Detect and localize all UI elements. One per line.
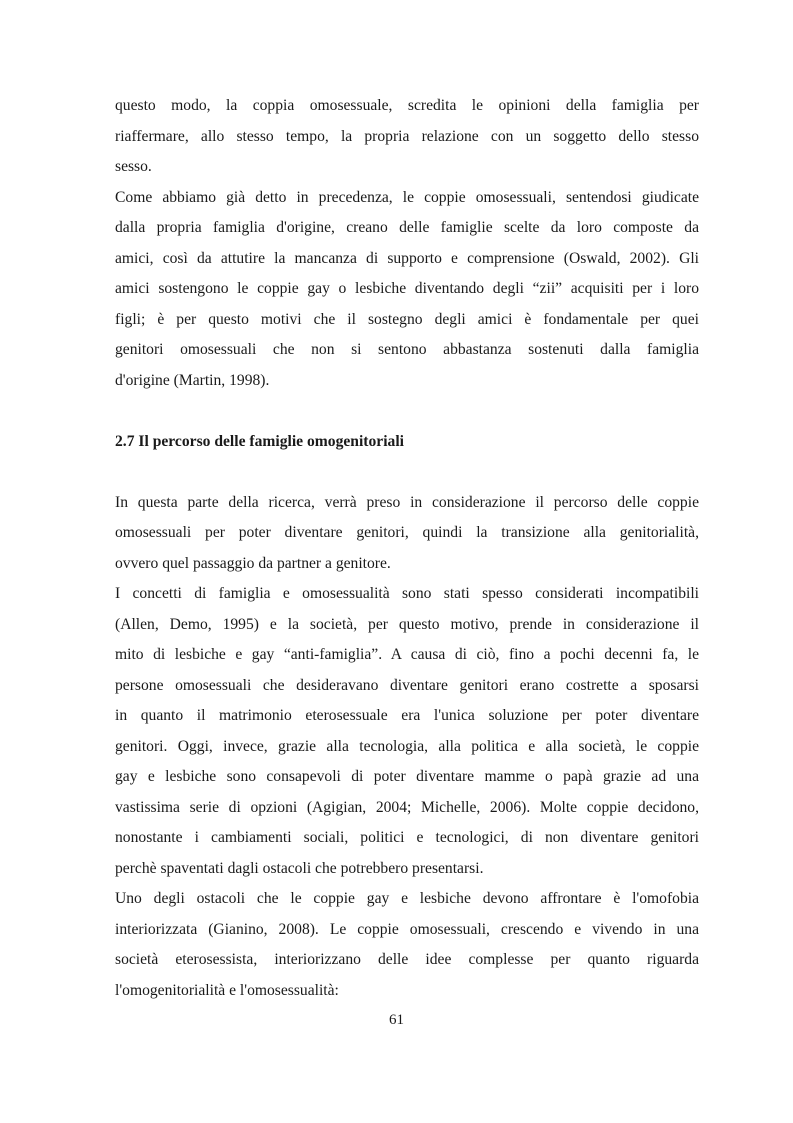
text-line: società eterosessista, interiorizzano delle idee complesse per quanto riguarda <box>115 951 699 968</box>
paragraph <box>115 488 699 580</box>
top-text <box>115 91 699 396</box>
text-line: omosessuali per poter diventare genitori, quindi la transizione alla genitorialità, <box>115 524 699 541</box>
paragraph <box>115 183 699 397</box>
text-line: riaffermare, allo stesso tempo, la propria relazione con un soggetto dello stesso <box>115 127 699 145</box>
text-line: interiorizzata (Gianino, 2008). Le coppie omosessuali, crescendo e vivendo in una <box>115 920 699 938</box>
text-line: d'origine (Martin, 1998). <box>115 371 270 389</box>
text-line: persone omosessuali che desideravano diventare genitori erano costrette a sposarsi <box>115 676 699 694</box>
paragraph <box>115 91 699 183</box>
text-line: mito di lesbiche e gay “anti-famiglia”. A causa di ciò, fino a pochi decenni fa, le <box>115 646 699 663</box>
page-number: 61 <box>389 1012 404 1028</box>
text-line: genitori. Oggi, invece, grazie alla tecnologia, alla politica e alla società, le coppie <box>115 737 699 755</box>
spacer <box>115 457 699 488</box>
text-line: I concetti di famiglia e omosessualità sono stati spesso considerati incompatibili <box>115 585 699 602</box>
section-heading: 2.7 Il percorso delle famiglie omogenitoriali <box>115 432 405 450</box>
text-line: (Allen, Demo, 1995) e la società, per questo motivo, prende in considerazione il <box>115 615 699 633</box>
text-line: nonostante i cambiamenti sociali, politici e tecnologici, di non diventare genitori <box>115 829 699 846</box>
text-line: in quanto il matrimonio eterosessuale era l'unica soluzione per poter diventare <box>115 707 699 724</box>
paragraph <box>115 884 699 1006</box>
text-line: amici, così da attutire la mancanza di supporto e comprensione (Oswald, 2002). Gli <box>115 249 699 267</box>
text-line: figli; è per questo motivi che il sostegno degli amici è fondamentale per quei <box>115 310 699 328</box>
text-line: vastissima serie di opzioni (Agigian, 2004; Michelle, 2006). Molte coppie decidono, <box>115 798 699 816</box>
text-line: In questa parte della ricerca, verrà preso in considerazione il percorso delle coppie <box>115 493 699 511</box>
page-body <box>115 91 699 1006</box>
text-line: l'omogenitorialità e l'omosessualità: <box>115 981 339 999</box>
text-line: ovvero quel passaggio da partner a genitore. <box>115 554 391 572</box>
text-line: amici sostengono le coppie gay o lesbiche diventando degli “zii” acquisiti per i loro <box>115 280 699 297</box>
text-line: Come abbiamo già detto in precedenza, le coppie omosessuali, sentendosi giudicate <box>115 188 699 206</box>
bottom-text <box>115 488 699 1007</box>
text-line: dalla propria famiglia d'origine, creano delle famiglie scelte da loro composte da <box>115 219 699 236</box>
text-line: perchè spaventati dagli ostacoli che potrebbero presentarsi. <box>115 859 484 877</box>
text-line: genitori omosessuali che non si sentono abbastanza sostenuti dalla famiglia <box>115 341 699 358</box>
text-line: Uno degli ostacoli che le coppie gay e lesbiche devono affrontare è l'omofobia <box>115 890 699 907</box>
text-line: questo modo, la coppia omosessuale, scredita le opinioni della famiglia per <box>115 97 699 114</box>
text-line: gay e lesbiche sono consapevoli di poter diventare mamme o papà grazie ad una <box>115 768 699 785</box>
paragraph <box>115 579 699 884</box>
text-line: sesso. <box>115 158 152 175</box>
spacer <box>115 396 699 427</box>
